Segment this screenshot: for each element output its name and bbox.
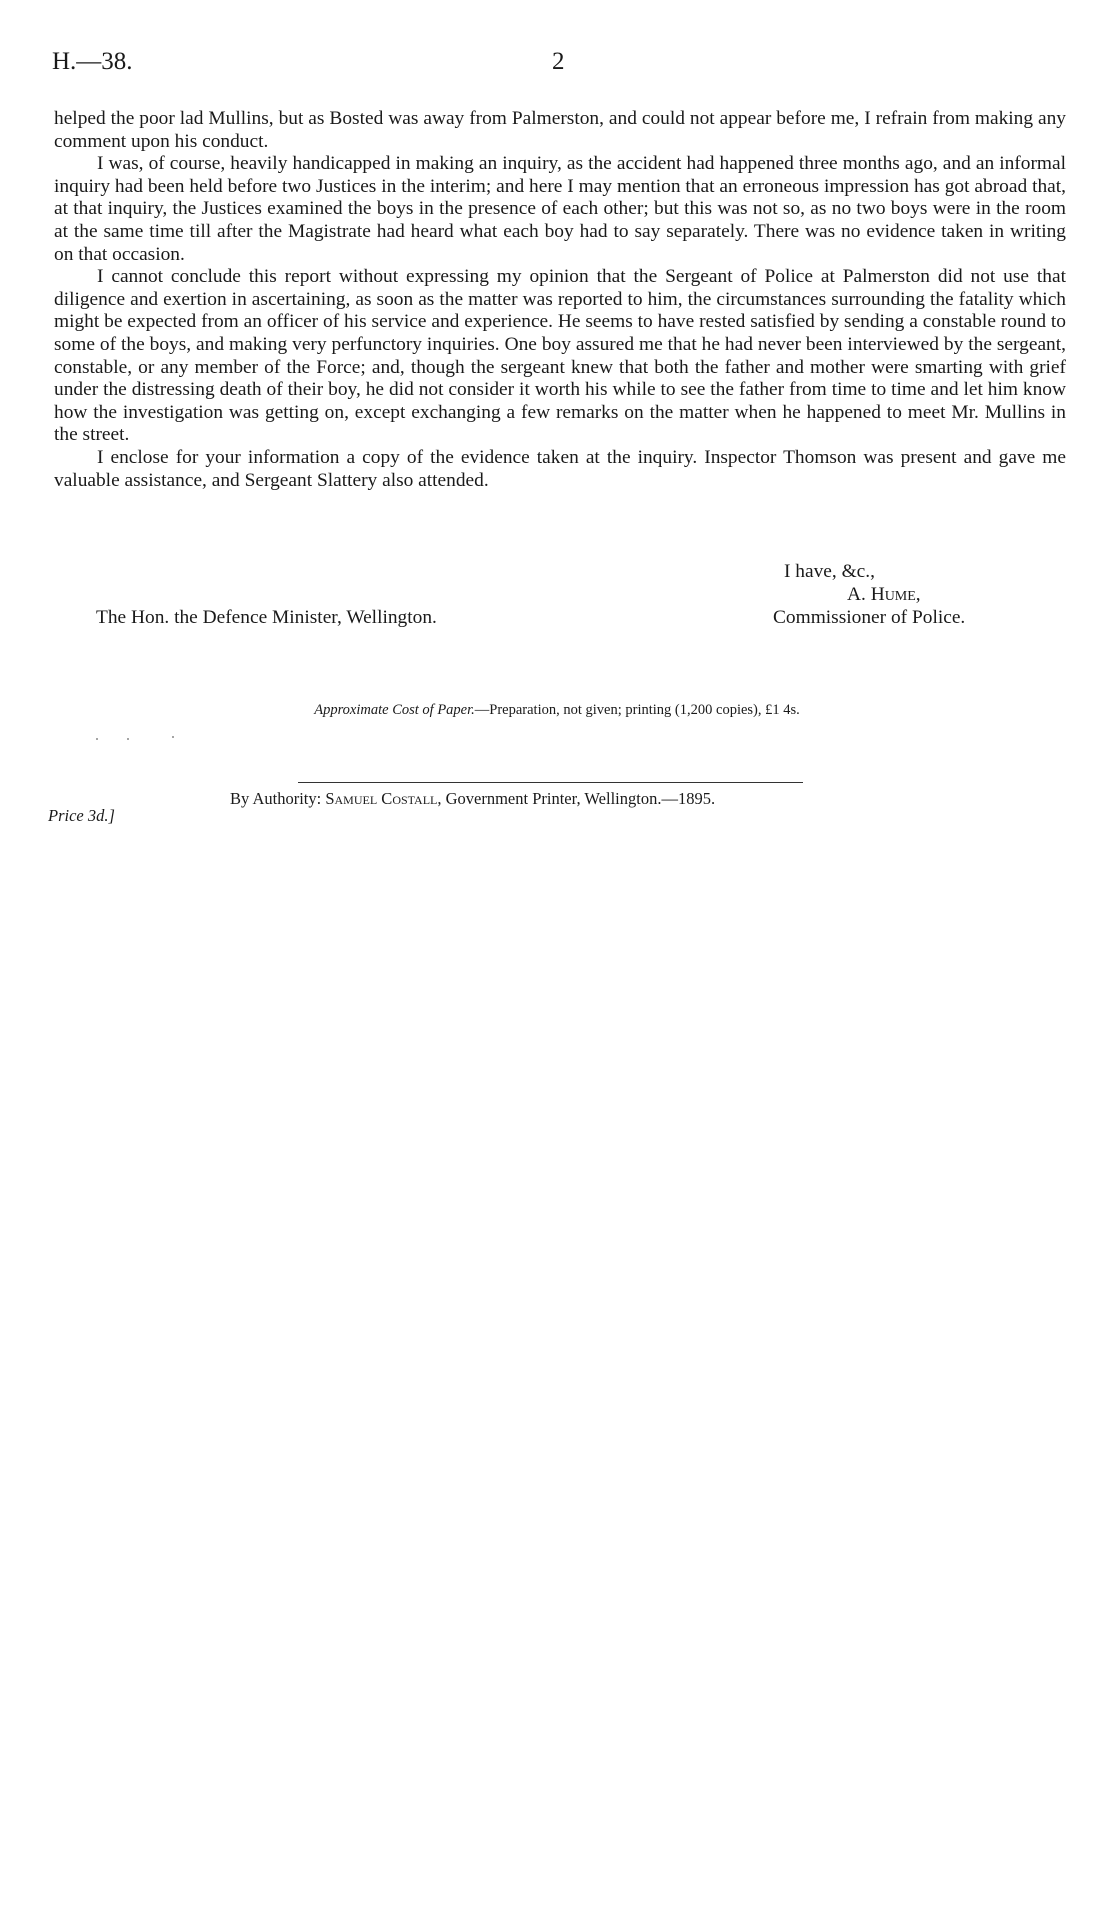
printer-imprint: [230, 789, 715, 809]
authority-suffix: Government Printer, Wellington.—1895.: [445, 789, 716, 808]
page-number: 2: [552, 48, 565, 75]
document-reference: H.—38.: [52, 48, 133, 75]
printer-name: Samuel Costall,: [325, 789, 442, 808]
paragraph-inquiry: I was, of course, heavily handicapped in making an inquiry, as the accident had happened three months ago, and an informal inquiry had been held before two Justices in the interim; and here I may mention that an erroneous impression has got abroad that, at that inquiry, the Justices examined the boys in the presence of each other; but this was not so, as no two boys were in the room at the same time till after the Magistrate had heard what each boy had to say separately. There was no evidence taken in writing on that occasion.: [54, 153, 1066, 265]
speck: [127, 738, 129, 740]
paragraph-continuation: helped the poor lad Mullins, but as Bosted was away from Palmerston, and could not appear before me, I refrain from making any comment upon his conduct.: [54, 108, 1066, 152]
speck: [172, 736, 174, 738]
paragraph-sergeant-opinion: I cannot conclude this report without expressing my opinion that the Sergeant of Police at Palmerston did not use that diligence and exertion in ascertaining, as soon as the matter was reported to him, the circumstances surrounding the fatality which might be expected from an officer of his service and experience. He seems to have rested satisfied by sending a constable round to some of the boys, and making very perfunctory inquiries. One boy assured me that he had never been interviewed by the sergeant, constable, or any member of the Force; and, though the sergeant knew that both the father and mother were smarting with grief under the distressing death of their boy, he did not consider it worth his while to see the father from time to time and let him know how the investigation was getting on, except exchanging a few remarks on the matter when he happened to meet Mr. Mullins in the street.: [54, 266, 1066, 446]
cost-of-paper-note: [0, 702, 1114, 719]
paragraph-evidence-enclosed: I enclose for your information a copy of the evidence taken at the inquiry. Inspector Thomson was present and gave me valuable assistance, and Sergeant Slattery also attended.: [54, 446, 1066, 491]
authority-prefix: By Authority:: [230, 789, 322, 808]
speck: [96, 738, 98, 740]
addressee: The Hon. the Defence Minister, Wellington.: [96, 607, 437, 628]
signatory-title: Commissioner of Police.: [773, 607, 966, 628]
cost-label: Approximate Cost of Paper.: [314, 702, 475, 718]
signatory-name: A. Hume,: [847, 584, 921, 605]
price: Price 3d.]: [48, 806, 115, 825]
cost-text: —Preparation, not given; printing (1,200 copies), £1 4s.: [474, 702, 800, 718]
report-body: [54, 108, 1066, 492]
closing-phrase: I have, &c.,: [784, 561, 875, 582]
page-header: [52, 48, 1062, 78]
footer-rule: [298, 782, 803, 783]
